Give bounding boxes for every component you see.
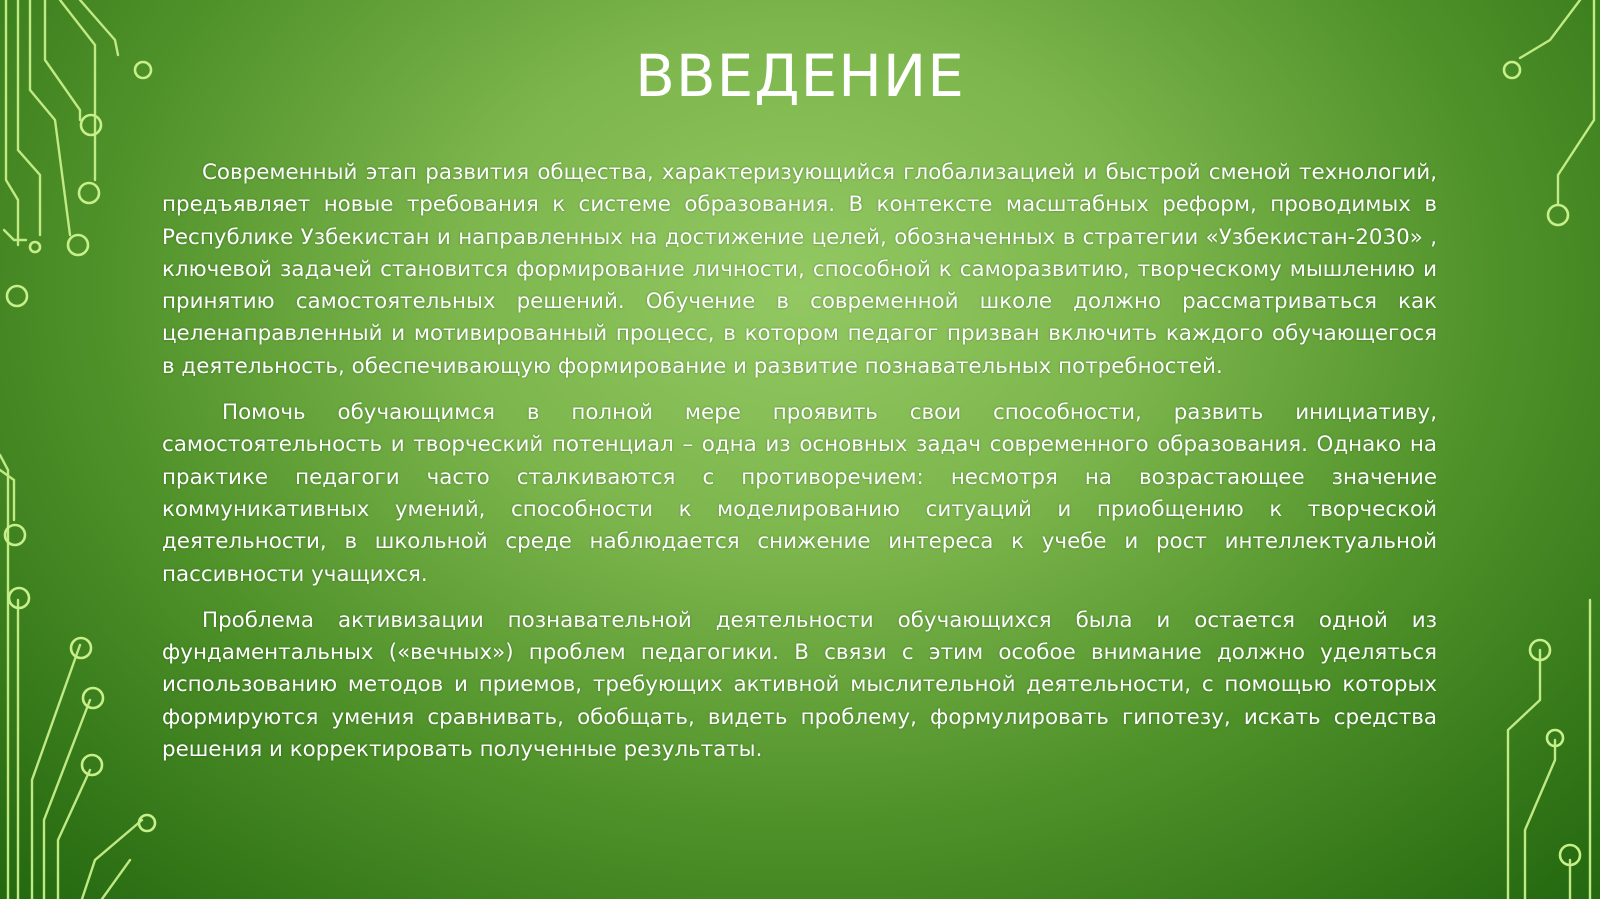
paragraph-3: Проблема активизации познавательной деятельности обучающихся была и остается одной из фундаментальных («вечных») проблем педагогики. В связи с этим особое внимание должно уделяться использованию методов и приемов, требующих активной мыслительной деятельности, с помощью которых формируются умения сравнивать, обобщать, видеть проблему, формулировать гипотезу, искать средства решения и корректировать полученные результаты. [162,607,1437,763]
circuit-decoration-right [1490,0,1600,899]
circuit-decoration-left [0,0,170,899]
paragraph-1: Современный этап развития общества, характеризующийся глобализацией и быстрой сменой технологий, предъявляет новые требования к системе образования. В контексте масштабных реформ, проводимых в Республике Узбекистан и направленных на достижение целей, обозначенных в стратегии «Узбекистан-2030» , ключевой задачей становится формирование личности, способной к саморазвитию, творческому мышлению и принятию самостоятельных решений. Обучение в современной школе должно рассматриваться как целенаправленный и мотивированный процесс, в котором педагог призван включить каждого обучающегося в деятельность, обеспечивающую формирование и развитие познавательных потребностей. [162,160,1437,379]
slide-body [162,157,1437,780]
slide-title: ВВЕДЕНИЕ [635,42,965,110]
paragraph-2: Помочь обучающимся в полной мере проявить свои способности, развить инициативу, самостоятельность и творческий потенциал – одна из основных задач современного образования. Однако на практике педагоги часто сталкиваются с противоречием: несмотря на возрастающее значение коммуникативных умений, способности к моделированию ситуаций и приобщению к творческой деятельности, в школьной среде наблюдается снижение интереса к учебе и рост интеллектуальной пассивности учащихся. [162,400,1437,587]
